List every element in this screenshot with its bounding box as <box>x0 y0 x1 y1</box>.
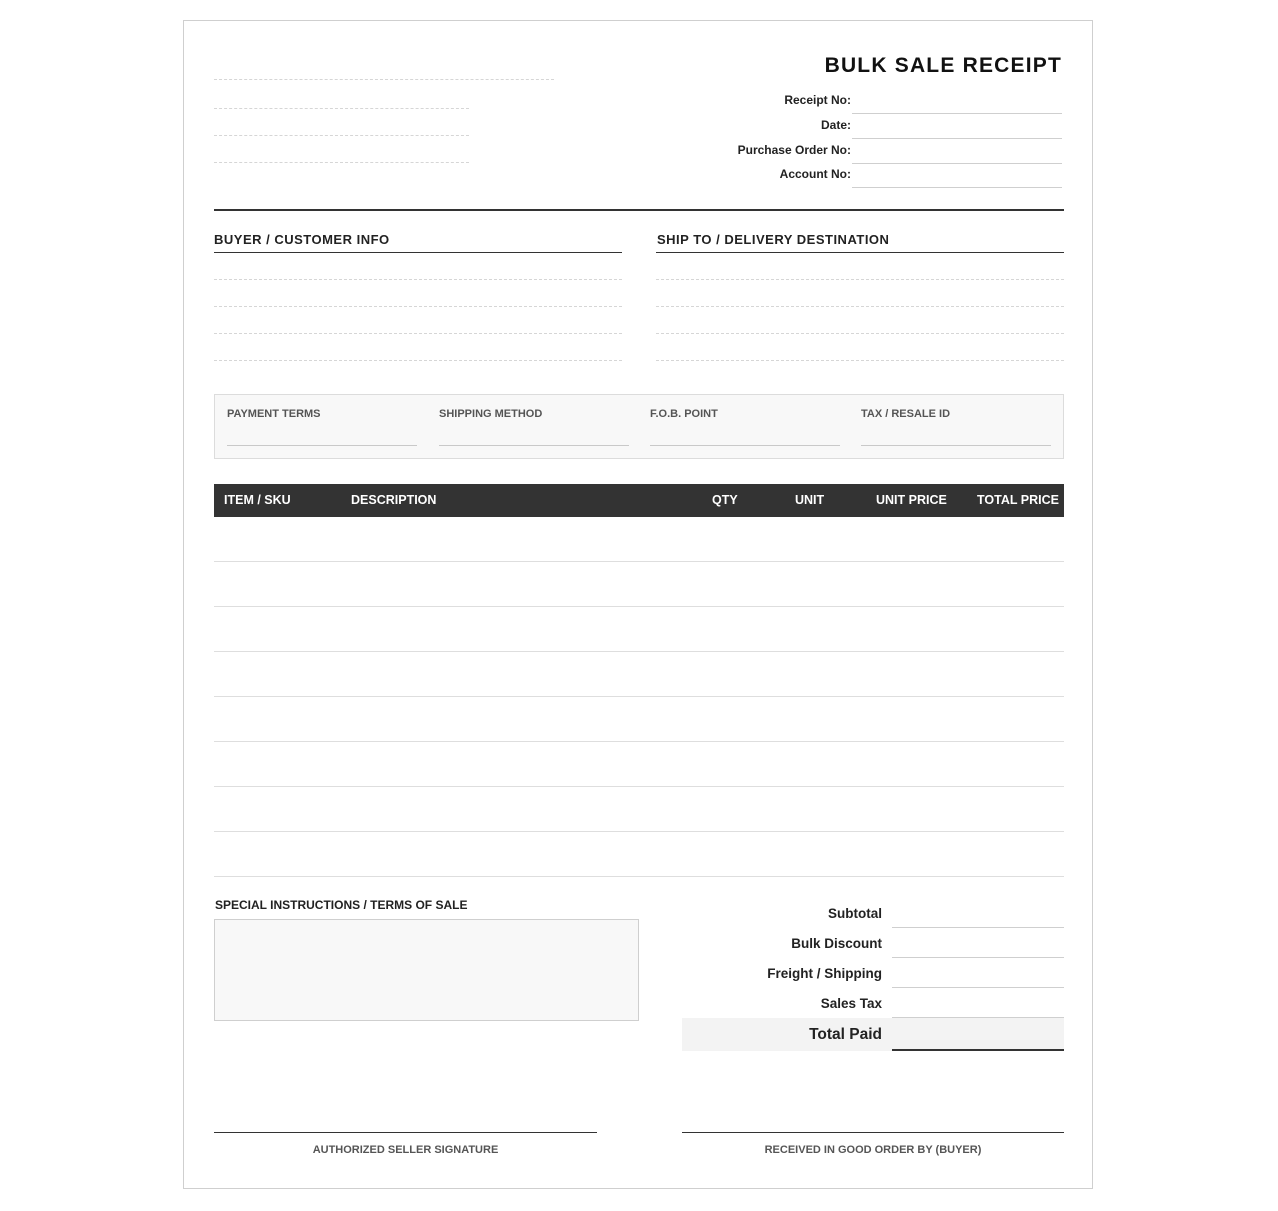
term-label: PAYMENT TERMS <box>227 408 321 420</box>
company-name-field[interactable] <box>214 79 554 80</box>
column-total-price: TOTAL PRICE <box>977 493 1059 507</box>
ship-to-line-1[interactable] <box>656 279 1064 280</box>
shipping-method-cell <box>439 408 629 446</box>
meta-po-no <box>642 139 1062 164</box>
buyer-line-3[interactable] <box>214 333 622 334</box>
items-table-header <box>214 484 1064 517</box>
receipt-sheet <box>183 20 1093 1189</box>
totals-label: Freight / Shipping <box>767 966 882 981</box>
ship-to-line-4[interactable] <box>656 360 1064 361</box>
header-divider <box>214 209 1064 211</box>
document-title: BULK SALE RECEIPT <box>824 54 1062 77</box>
column-unit: UNIT <box>795 493 825 507</box>
subtotal-row <box>682 898 1064 928</box>
special-instructions-field[interactable] <box>214 919 639 1021</box>
table-row[interactable] <box>214 607 1064 652</box>
buyer-heading-rule <box>214 252 622 253</box>
buyer-line-4[interactable] <box>214 360 622 361</box>
special-instructions-label: SPECIAL INSTRUCTIONS / TERMS OF SALE <box>215 898 468 912</box>
column-description: DESCRIPTION <box>351 493 437 507</box>
total-paid-label: Total Paid <box>809 1026 882 1043</box>
ship-to-heading-rule <box>656 252 1064 253</box>
ship-to-heading: SHIP TO / DELIVERY DESTINATION <box>657 232 890 247</box>
column-qty: QTY <box>712 493 738 507</box>
ship-to-line-3[interactable] <box>656 333 1064 334</box>
buyer-line-1[interactable] <box>214 279 622 280</box>
table-row[interactable] <box>214 562 1064 607</box>
shipping-method-field[interactable] <box>439 445 629 446</box>
table-row[interactable] <box>214 652 1064 697</box>
total-paid-row <box>682 1018 1064 1051</box>
company-address-line-1[interactable] <box>214 108 469 109</box>
sales-tax-row <box>682 988 1064 1018</box>
meta-label: Date: <box>820 118 851 132</box>
totals-label: Bulk Discount <box>791 936 882 951</box>
totals-label: Subtotal <box>828 906 882 921</box>
fob-point-cell <box>650 408 840 446</box>
buyer-signature-label: RECEIVED IN GOOD ORDER BY (BUYER) <box>764 1144 982 1156</box>
table-row[interactable] <box>214 787 1064 832</box>
table-row[interactable] <box>214 832 1064 877</box>
meta-receipt-no <box>642 89 1062 114</box>
meta-label: Purchase Order No: <box>737 143 851 157</box>
buyer-signature-line[interactable] <box>682 1132 1064 1133</box>
company-address-line-3[interactable] <box>214 162 469 163</box>
tax-resale-id-cell <box>861 408 1051 446</box>
meta-date <box>642 114 1062 139</box>
terms-panel <box>214 394 1064 459</box>
buyer-line-2[interactable] <box>214 306 622 307</box>
table-row[interactable] <box>214 742 1064 787</box>
totals-label: Sales Tax <box>820 996 882 1011</box>
meta-label: Account No: <box>779 167 851 181</box>
ship-to-line-2[interactable] <box>656 306 1064 307</box>
term-label: TAX / RESALE ID <box>861 408 951 420</box>
seller-signature-label: AUTHORIZED SELLER SIGNATURE <box>312 1144 499 1156</box>
meta-account-no <box>642 163 1062 188</box>
buyer-heading: BUYER / CUSTOMER INFO <box>214 232 390 247</box>
seller-signature-line[interactable] <box>214 1132 597 1133</box>
term-label: F.O.B. POINT <box>650 408 718 420</box>
company-address-line-2[interactable] <box>214 135 469 136</box>
payment-terms-cell <box>227 408 417 446</box>
term-label: SHIPPING METHOD <box>439 408 543 420</box>
column-unit-price: UNIT PRICE <box>876 493 947 507</box>
table-row[interactable] <box>214 517 1064 562</box>
tax-resale-id-field[interactable] <box>861 445 1051 446</box>
meta-label: Receipt No: <box>784 93 851 107</box>
freight-shipping-row <box>682 958 1064 988</box>
account-no-field[interactable] <box>852 187 1062 188</box>
table-row[interactable] <box>214 697 1064 742</box>
payment-terms-field[interactable] <box>227 445 417 446</box>
column-item-sku: ITEM / SKU <box>224 493 291 507</box>
bulk-discount-row <box>682 928 1064 958</box>
total-paid-field[interactable] <box>892 1049 1064 1051</box>
fob-point-field[interactable] <box>650 445 840 446</box>
